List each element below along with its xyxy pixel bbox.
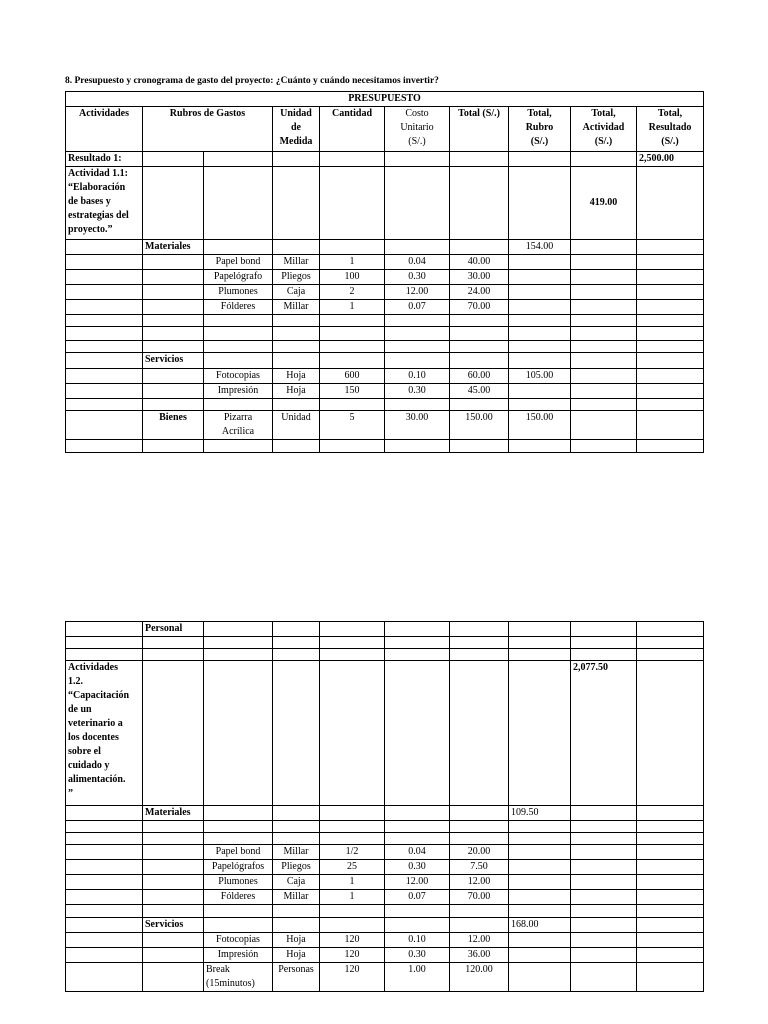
item-name: Impresión <box>204 384 273 399</box>
header-unidad: Unidad de Medida <box>273 107 320 152</box>
item-costo: 12.00 <box>385 285 450 300</box>
item-total: 7.50 <box>450 860 509 875</box>
table-row <box>66 933 704 948</box>
item-name: Fólderes <box>204 890 273 905</box>
header-cantidad: Cantidad <box>320 107 385 152</box>
item-unidad: Personas <box>273 963 320 992</box>
item-unidad: Millar <box>273 845 320 860</box>
table-row <box>66 369 704 384</box>
actividad-1-2-total: 2,077.50 <box>571 661 637 806</box>
table-row <box>66 661 704 806</box>
item-costo: 0.07 <box>385 300 450 315</box>
item-costo: 30.00 <box>385 411 450 440</box>
servicios-rubro-total: 105.00 <box>509 369 571 384</box>
table-row <box>66 315 704 327</box>
servicios-label: Servicios <box>143 918 204 933</box>
item-name: Papel bond <box>204 845 273 860</box>
item-costo: 0.07 <box>385 890 450 905</box>
item-costo: 0.30 <box>385 270 450 285</box>
table-row <box>66 341 704 353</box>
item-total: 45.00 <box>450 384 509 399</box>
servicios-rubro-total: 168.00 <box>509 918 571 933</box>
table-row <box>66 905 704 918</box>
item-cantidad: 120 <box>320 948 385 963</box>
item-unidad: Millar <box>273 300 320 315</box>
budget-table-1 <box>65 91 704 453</box>
table-row <box>66 875 704 890</box>
item-costo: 0.30 <box>385 948 450 963</box>
item-unidad: Unidad <box>273 411 320 440</box>
item-cantidad: 1 <box>320 255 385 270</box>
item-cantidad: 600 <box>320 369 385 384</box>
table-row <box>66 918 704 933</box>
item-name: Papelógrafo <box>204 270 273 285</box>
table-row <box>66 440 704 453</box>
item-total: 70.00 <box>450 300 509 315</box>
item-cantidad: 1 <box>320 875 385 890</box>
table-row <box>66 300 704 315</box>
materiales-rubro-total: 109.50 <box>509 806 571 821</box>
personal-label: Personal <box>143 622 204 637</box>
item-cantidad: 5 <box>320 411 385 440</box>
table-row <box>66 948 704 963</box>
item-cantidad: 1 <box>320 890 385 905</box>
item-name: Plumones <box>204 285 273 300</box>
actividad-1-1-label: Actividad 1.1: “Elaboración de bases y estrategias del proyecto.” <box>66 167 143 240</box>
item-name: Fotocopias <box>204 933 273 948</box>
table-row <box>66 327 704 341</box>
table-row <box>66 270 704 285</box>
item-name: Break (15minutos) <box>204 963 273 992</box>
table-row <box>66 845 704 860</box>
table-row <box>66 833 704 845</box>
item-total: 12.00 <box>450 933 509 948</box>
item-unidad: Hoja <box>273 384 320 399</box>
actividad-1-2-label: Actividades 1.2. “Capacitación de un veterinario a los docentes sobre el cuidado y alimentación. ” <box>66 661 143 806</box>
table-title: PRESUPUESTO <box>66 92 704 107</box>
table-row <box>66 806 704 821</box>
item-total: 20.00 <box>450 845 509 860</box>
item-costo: 0.30 <box>385 860 450 875</box>
item-unidad: Hoja <box>273 369 320 384</box>
item-cantidad: 150 <box>320 384 385 399</box>
item-total: 60.00 <box>450 369 509 384</box>
table-row <box>66 152 704 167</box>
header-total-resultado: Total, Resultado (S/.) <box>637 107 704 152</box>
item-name: Papel bond <box>204 255 273 270</box>
header-actividades: Actividades <box>66 107 143 152</box>
item-total: 150.00 <box>450 411 509 440</box>
table-row <box>66 622 704 637</box>
item-total: 24.00 <box>450 285 509 300</box>
item-unidad: Hoja <box>273 933 320 948</box>
bienes-rubro-total: 150.00 <box>509 411 571 440</box>
item-total: 12.00 <box>450 875 509 890</box>
header-total-rubro: Total, Rubro (S/.) <box>509 107 571 152</box>
item-unidad: Pliegos <box>273 270 320 285</box>
item-costo: 0.30 <box>385 384 450 399</box>
item-name: Pizarra Acrílica <box>204 411 273 440</box>
bienes-label: Bienes <box>143 411 204 440</box>
item-costo: 1.00 <box>385 963 450 992</box>
item-cantidad: 120 <box>320 963 385 992</box>
item-total: 120.00 <box>450 963 509 992</box>
resultado-label: Resultado 1: <box>66 152 143 167</box>
item-name: Fólderes <box>204 300 273 315</box>
item-total: 70.00 <box>450 890 509 905</box>
item-cantidad: 2 <box>320 285 385 300</box>
table-row <box>66 890 704 905</box>
budget-table-2 <box>65 621 704 992</box>
table-row <box>66 384 704 399</box>
item-unidad: Pliegos <box>273 860 320 875</box>
item-total: 30.00 <box>450 270 509 285</box>
item-cantidad: 1/2 <box>320 845 385 860</box>
item-cantidad: 100 <box>320 270 385 285</box>
item-unidad: Caja <box>273 875 320 890</box>
header-costo: Costo Unitario (S/.) <box>385 107 450 152</box>
header-rubros: Rubros de Gastos <box>143 107 273 152</box>
table-row <box>66 167 704 240</box>
item-costo: 0.10 <box>385 933 450 948</box>
item-total: 36.00 <box>450 948 509 963</box>
item-unidad: Hoja <box>273 948 320 963</box>
item-cantidad: 25 <box>320 860 385 875</box>
item-cantidad: 120 <box>320 933 385 948</box>
table-row <box>66 399 704 411</box>
item-costo: 12.00 <box>385 875 450 890</box>
table-row <box>66 255 704 270</box>
servicios-label: Servicios <box>143 353 204 369</box>
item-cantidad: 1 <box>320 300 385 315</box>
materiales-label: Materiales <box>143 240 204 255</box>
table-row <box>66 353 704 369</box>
resultado-total: 2,500.00 <box>637 152 704 167</box>
table-row <box>66 649 704 661</box>
item-unidad: Millar <box>273 890 320 905</box>
actividad-1-1-total: 419.00 <box>571 167 637 240</box>
table-row <box>66 637 704 649</box>
item-costo: 0.10 <box>385 369 450 384</box>
item-costo: 0.04 <box>385 255 450 270</box>
header-total: Total (S/.) <box>450 107 509 152</box>
item-name: Papelógrafos <box>204 860 273 875</box>
table-row <box>66 240 704 255</box>
materiales-rubro-total: 154.00 <box>509 240 571 255</box>
item-costo: 0.04 <box>385 845 450 860</box>
item-name: Fotocopias <box>204 369 273 384</box>
table-row <box>66 821 704 833</box>
item-name: Plumones <box>204 875 273 890</box>
item-total: 40.00 <box>450 255 509 270</box>
table-row <box>66 411 704 440</box>
item-unidad: Millar <box>273 255 320 270</box>
header-total-actividad: Total, Actividad (S/.) <box>571 107 637 152</box>
item-name: Impresión <box>204 948 273 963</box>
materiales-label: Materiales <box>143 806 204 821</box>
table-row <box>66 285 704 300</box>
item-unidad: Caja <box>273 285 320 300</box>
table-row <box>66 963 704 992</box>
section-heading: 8. Presupuesto y cronograma de gasto del proyecto: ¿Cuánto y cuándo necesitamos invertir? <box>65 76 439 86</box>
table-row <box>66 860 704 875</box>
